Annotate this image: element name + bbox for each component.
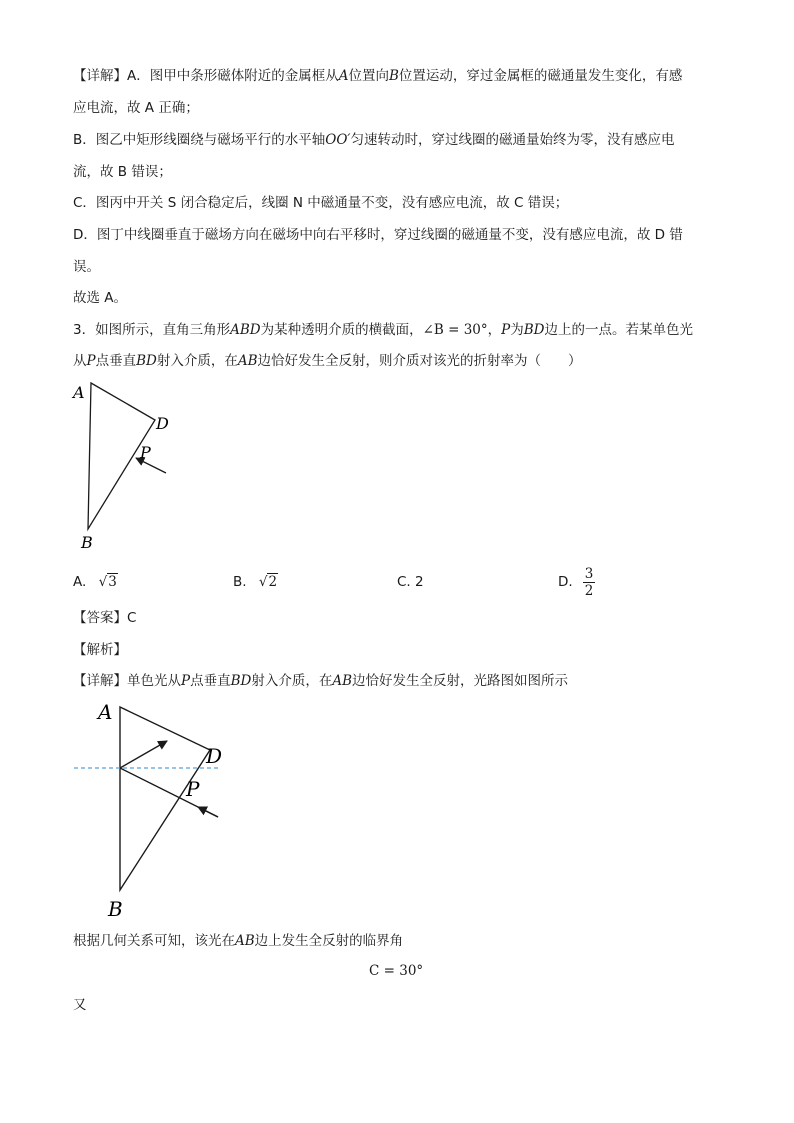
explain-line-7: 误。	[73, 259, 100, 275]
fraction	[583, 566, 596, 599]
radicand: 2	[268, 574, 278, 590]
explain-text: 位置运动，穿过金属框的磁通量发生变化，有感	[398, 68, 683, 84]
vertex-a-label: A	[73, 383, 85, 402]
option-b[interactable]	[233, 572, 278, 592]
question-text: 为某种透明介质的横截面，	[260, 322, 423, 338]
question-text: 射入介质，在	[156, 353, 238, 369]
analysis-heading: 【解析】	[73, 642, 127, 658]
detail-text: 射入介质，在	[251, 673, 333, 689]
explain-line-2: 应电流，故 A 正确；	[73, 100, 199, 116]
incident-ray-arrow	[198, 807, 218, 817]
explain-line-1	[73, 66, 682, 86]
point-p-label: P	[501, 322, 511, 338]
question-text: ，	[487, 322, 502, 338]
light-path-figure	[70, 695, 240, 925]
answer-line: 【答案】C	[73, 610, 137, 626]
vertex-d-label: D	[206, 744, 223, 768]
side-ab-label: AB	[332, 673, 353, 689]
question-text: 边上的一点。若某单色光	[544, 322, 693, 338]
detail-text: 【详解】单色光从	[73, 673, 181, 689]
radicand: 3	[108, 574, 117, 590]
reflected-ray-arrow	[120, 741, 167, 768]
triangle-label: ABD	[230, 322, 261, 338]
explain-text: 【详解】A．图甲中条形磁体附近的金属框从	[73, 68, 339, 84]
geometry-text: 边上发生全反射的临界角	[254, 933, 404, 949]
explain-line-6: D．图丁中线圈垂直于磁场方向在磁场中向右平移时，穿过线圈的磁通量不变，没有感应电流，故 D 错	[73, 227, 683, 243]
fraction-denominator: 2	[584, 582, 594, 599]
explain-line-3	[73, 130, 674, 150]
side-bd-label: BD	[136, 353, 157, 369]
side-ab-label: AB	[235, 933, 255, 949]
detail-text: 边恰好发生全反射，光路图如图所示	[352, 673, 569, 689]
triangle-figure	[60, 375, 190, 555]
side-bd-label: BD	[230, 673, 252, 689]
angle-expression: ∠B = 30°	[422, 322, 488, 338]
vertex-b-label: B	[108, 897, 123, 921]
detail-text: 点垂直	[190, 673, 231, 689]
question-text: 为	[510, 322, 524, 338]
point-p-label: P	[181, 673, 191, 689]
vertex-a-label: A	[98, 700, 113, 724]
explain-line-5: C．图丙中开关 S 闭合稳定后，线圈 N 中磁通量不变，没有感应电流，故 C 错误；	[73, 195, 569, 211]
explain-text: B．图乙中矩形线圈绕与磁场平行的水平轴	[73, 132, 326, 148]
detail-line	[73, 671, 568, 691]
option-c[interactable]: C. 2	[397, 574, 424, 590]
side-ab-label: AB	[237, 353, 258, 369]
option-d[interactable]	[558, 563, 595, 601]
explain-text: 位置向	[348, 68, 389, 84]
option-d-label: D.	[558, 574, 573, 590]
geometry-line	[73, 931, 403, 951]
point-b-label: B	[389, 68, 399, 84]
side-bd-label: BD	[523, 322, 545, 338]
explain-line-4: 流，故 B 错误；	[73, 164, 172, 180]
continuation-text: 又	[73, 997, 87, 1013]
point-p-label: P	[186, 777, 200, 801]
question-text: 边恰好发生全反射，则介质对该光的折射率为（ ）	[257, 353, 582, 369]
sqrt-expression: √3	[98, 574, 117, 590]
point-p-label: P	[86, 353, 96, 369]
conclusion-line: 故选 A。	[73, 290, 128, 306]
point-a-label: A	[338, 68, 349, 84]
axis-label: OO′	[325, 132, 351, 148]
point-p-label: P	[140, 443, 151, 462]
fraction-numerator: 3	[584, 565, 594, 582]
question-text: 点垂直	[95, 353, 137, 369]
question-3-line-1	[73, 320, 693, 340]
sqrt-expression: √2	[258, 574, 278, 590]
critical-angle-formula: C = 30°	[369, 963, 424, 979]
option-a[interactable]	[73, 572, 118, 592]
geometry-text: 根据几何关系可知，该光在	[73, 933, 235, 949]
vertex-d-label: D	[156, 414, 169, 433]
explain-text: 匀速转动时，穿过线圈的磁通量始终为零，没有感应电	[350, 132, 675, 148]
question-3-line-2	[73, 351, 582, 371]
option-a-label: A.	[73, 574, 87, 590]
option-b-label: B.	[233, 574, 247, 590]
vertex-b-label: B	[81, 533, 93, 552]
question-text: 3．如图所示，直角三角形	[73, 322, 231, 338]
question-text: 从	[73, 353, 87, 369]
